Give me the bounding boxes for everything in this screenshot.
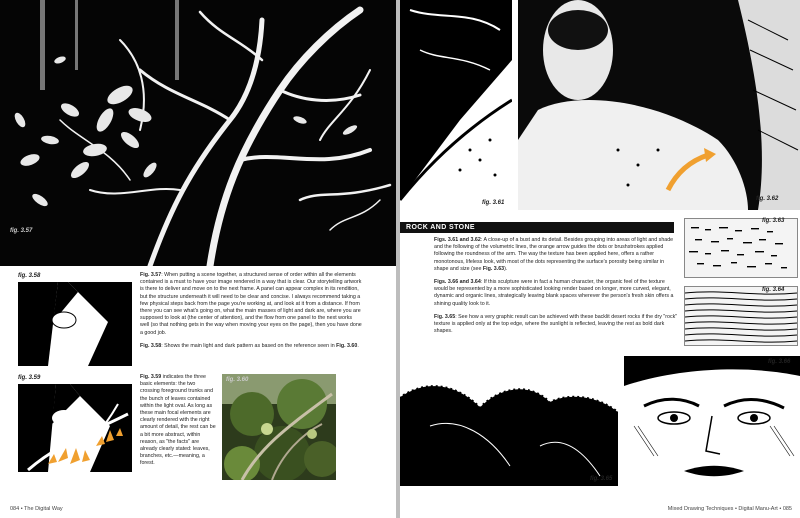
page-footer-left: 084 • The Digital Way bbox=[10, 506, 63, 512]
paragraph-text: : See how a very graphic result can be achieved with these backlit desert rocks if the dry "rock" texture is applied only at the top edge, where the sunlight is reflected, leaving the rest as bold dark shapes. bbox=[434, 313, 678, 335]
page-footer-right: Mixed Drawing Techniques • Digital Manu-Art • 085 bbox=[667, 506, 792, 512]
paragraph-text: : A close-up of a bust and its detail. Besides grouping into areas of light and shade and the following of the volumetric lines, the orange arrow guides the dots or brushstrokes applied following the roundness of the arm. The way the texture has been applied here, offers a rather monotonous, lifeless look, with most of the dots representing the surface's porosity being similar in shape and size (see bbox=[434, 237, 674, 272]
fig-3-59-label: fig. 3.59 bbox=[18, 375, 41, 381]
left-page bbox=[0, 0, 396, 518]
desert-rocks-illustration bbox=[400, 356, 618, 486]
light-dark-pattern-diagram bbox=[18, 282, 132, 366]
paragraph-text: : Shows the main light and dark pattern as based on the reference seen in bbox=[161, 342, 335, 349]
ref-fig-3-57: Fig. 3.57 bbox=[140, 272, 162, 278]
line-texture-sample bbox=[684, 286, 798, 346]
paragraph-figs-3-61-3-62 bbox=[434, 237, 678, 273]
forest-drawing bbox=[0, 0, 396, 266]
fig-3-58-label: fig. 3.58 bbox=[18, 273, 41, 279]
fig-3-63-label: fig. 3.63 bbox=[762, 218, 785, 224]
fig-3-57-label: fig. 3.57 bbox=[10, 228, 33, 234]
bust-detail-drawing bbox=[400, 0, 512, 210]
bust-drawing bbox=[518, 0, 800, 210]
section-title: ROCK AND STONE bbox=[400, 222, 674, 233]
rocks-drawing bbox=[400, 356, 618, 486]
paragraph-fig-3-58 bbox=[140, 343, 362, 350]
face-illustration bbox=[624, 356, 800, 492]
paragraph-figs-3-66-3-64 bbox=[434, 279, 678, 308]
ref-fig-3-63: Fig. 3.63 bbox=[482, 265, 505, 272]
right-body-text bbox=[434, 237, 678, 341]
paragraph-text: indicates the three basic elements: the two crossing foreground trunks and the bunch of leaves contained within the light oval. As long as these main focal elements are clearly rendered with the right amount of detail, the rest can be a bit more abstract, within reason, as "the facts" are already clearly stated: leaves, branches, etc.—meaning, a forest. bbox=[140, 374, 216, 467]
fig-3-64-label: fig. 3.64 bbox=[762, 287, 785, 293]
paragraph-fig-3-65 bbox=[434, 314, 678, 336]
fig-3-65-label: fig. 3.65 bbox=[590, 476, 613, 482]
line-texture-drawing bbox=[685, 287, 797, 345]
body-text-narrow bbox=[140, 374, 216, 474]
fig-3-62-label: fig. 3.62 bbox=[756, 196, 779, 202]
ref-fig-3-60: Fig. 3.60 bbox=[336, 342, 358, 349]
paragraph-end: . bbox=[357, 342, 359, 349]
dot-texture-sample bbox=[684, 218, 798, 278]
bust-detail-illustration bbox=[400, 0, 512, 210]
forest-illustration bbox=[0, 0, 396, 266]
paragraph-end: ). bbox=[504, 265, 508, 272]
basic-elements-diagram bbox=[18, 384, 132, 472]
fig-3-61-label: fig. 3.61 bbox=[482, 200, 505, 206]
ref-fig-3-65: Fig. 3.65 bbox=[434, 313, 456, 320]
right-page bbox=[400, 0, 800, 518]
face-drawing bbox=[624, 356, 800, 492]
paragraph-fig-3-59 bbox=[140, 374, 216, 468]
ref-fig-3-59: Fig. 3.59 bbox=[140, 374, 162, 380]
pattern-drawing-3-58 bbox=[18, 282, 132, 366]
paragraph-text: : If this sculpture were in fact a human character, the organic feel of the texture would be represented by a more sophisticated looking render based on longer, more curved, elegant, dynamic and organic lines, strategically leaving blank spaces wherever the person's fresh skin offers a shining quality look to it. bbox=[434, 279, 674, 307]
fig-3-66-label: fig. 3.66 bbox=[768, 359, 791, 365]
ref-figs-3-66-3-64: Figs. 3.66 and 3.64 bbox=[434, 279, 481, 286]
ref-figs-3-61-3-62: Figs. 3.61 and 3.62 bbox=[434, 237, 481, 243]
bust-illustration bbox=[518, 0, 800, 210]
pattern-drawing-3-59 bbox=[18, 384, 132, 472]
forest-reference-photo bbox=[222, 374, 336, 480]
dot-texture-drawing bbox=[685, 219, 797, 277]
paragraph-text: : When putting a scene together, a structured sense of order within all the elements contained is a must to have your image rendered in a way that is clear. Our storytelling artwork is there to deliver and move on to the next frame. A panel can appear complex in its rendition, but the structure underneath it will need to be clear and concise. I always recommend taking a few physical steps back from the page you're working at, and look at it from a distance. If from there you can see what's going on, what the main masses of light and dark are, where you are supposed to look at (the center of attention), and the flow from one panel to the next works well (so that nothing gets in the way when moving your eyes on the page), then you have done a good job. bbox=[140, 272, 362, 336]
paragraph-fig-3-57 bbox=[140, 272, 362, 337]
body-text-column bbox=[140, 272, 362, 356]
reference-photo-drawing bbox=[222, 374, 336, 480]
fig-3-60-label: fig. 3.60 bbox=[226, 377, 249, 383]
ref-fig-3-58: Fig. 3.58 bbox=[140, 342, 162, 349]
